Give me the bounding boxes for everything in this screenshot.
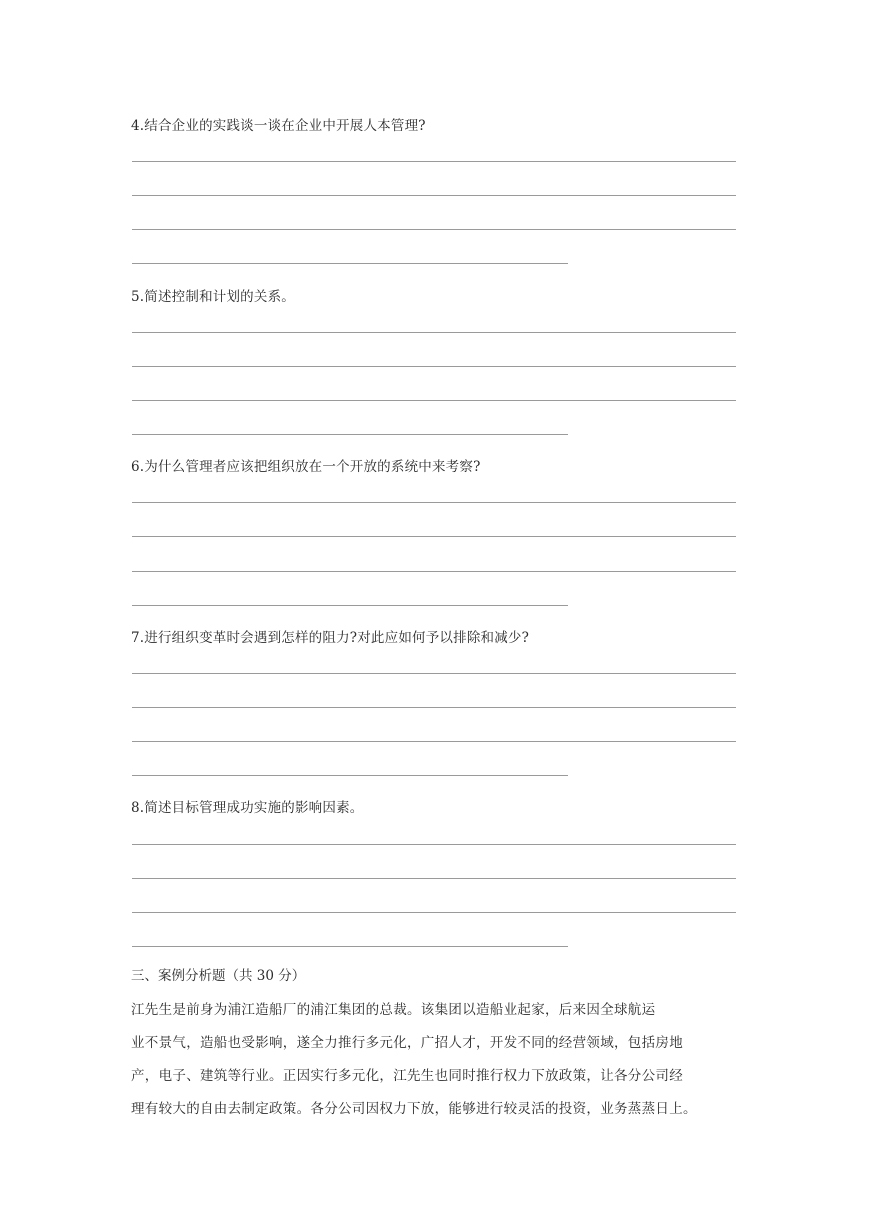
answer-line bbox=[132, 400, 736, 401]
question-6-title: 6.为什么管理者应该把组织放在一个开放的系统中来考察? bbox=[131, 459, 481, 475]
answer-line bbox=[132, 741, 736, 742]
paragraph-line: 业不景气，造船也受影响，遂全力推行多元化，广招人才，开发不同的经营领域，包括房地 bbox=[131, 1035, 683, 1051]
paragraph-line: 江先生是前身为浦江造船厂的浦江集团的总裁。该集团以造船业起家，后来因全球航运 bbox=[131, 1002, 656, 1018]
paragraph-line: 产，电子、建筑等行业。正因实行多元化，江先生也同时推行权力下放政策，让各分公司经 bbox=[131, 1068, 683, 1084]
answer-line bbox=[132, 536, 736, 537]
answer-line bbox=[132, 605, 568, 606]
paragraph-line: 理有较大的自由去制定政策。各分公司因权力下放，能够进行较灵活的投资，业务蒸蒸日上。 bbox=[131, 1101, 697, 1117]
answer-line bbox=[132, 571, 736, 572]
answer-line bbox=[132, 912, 736, 913]
section-title: 三、案例分析题（共 30 分） bbox=[131, 968, 306, 984]
answer-line bbox=[132, 844, 736, 845]
question-8-title: 8.简述目标管理成功实施的影响因素。 bbox=[131, 800, 364, 816]
answer-line bbox=[132, 878, 736, 879]
answer-line bbox=[132, 229, 736, 230]
answer-line bbox=[132, 195, 736, 196]
answer-line bbox=[132, 673, 736, 674]
answer-line bbox=[132, 263, 568, 264]
answer-line bbox=[132, 946, 568, 947]
question-4-title: 4.结合企业的实践谈一谈在企业中开展人本管理? bbox=[131, 118, 426, 134]
question-5-title: 5.简述控制和计划的关系。 bbox=[131, 289, 295, 305]
answer-line bbox=[132, 707, 736, 708]
answer-line bbox=[132, 775, 568, 776]
answer-line bbox=[132, 366, 736, 367]
answer-line bbox=[132, 332, 736, 333]
question-7-title: 7.进行组织变革时会遇到怎样的阻力?对此应如何予以排除和减少? bbox=[131, 630, 530, 646]
answer-line bbox=[132, 161, 736, 162]
answer-line bbox=[132, 502, 736, 503]
answer-line bbox=[132, 434, 568, 435]
